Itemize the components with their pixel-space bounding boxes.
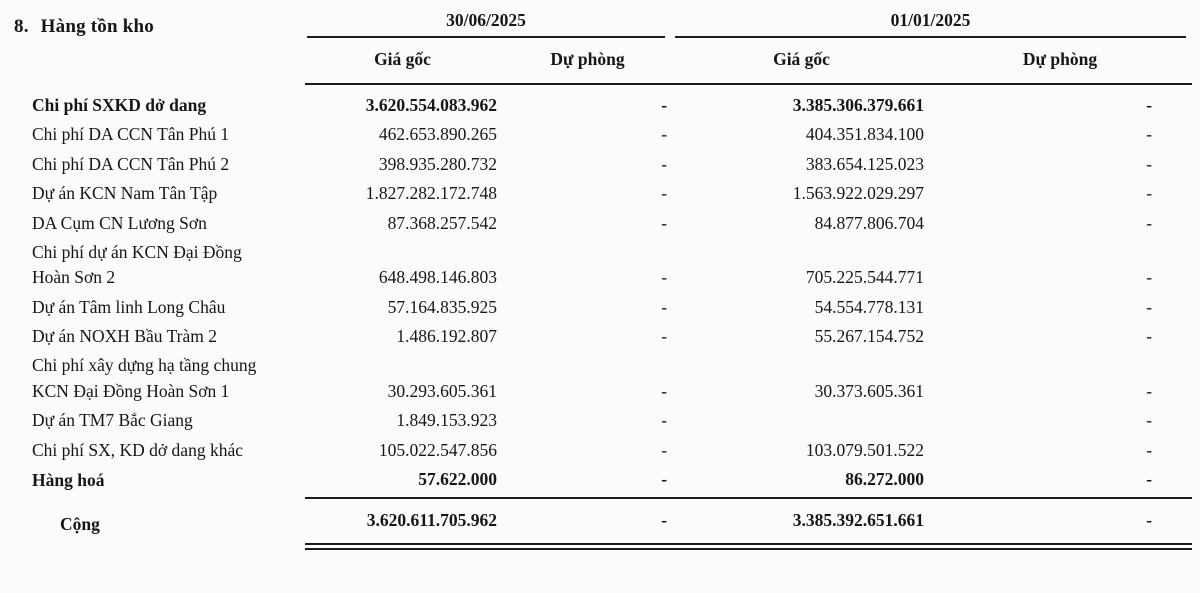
cost-current-value: 57.622.000 [305, 465, 500, 498]
column-header-cost-current: Giá gốc [305, 38, 500, 84]
cost-opening-value: 404.351.834.100 [805, 124, 925, 145]
cost-current-value: 105.022.547.856 [378, 439, 497, 460]
table-row [0, 179, 1192, 208]
provision-current-value: - [661, 439, 668, 460]
provision-opening-value: - [1146, 267, 1153, 288]
provision-opening-value: - [1146, 439, 1153, 460]
cost-current-value: 1.827.282.172.748 [365, 183, 497, 204]
cost-current-value: 30.293.605.361 [387, 380, 497, 401]
cost-current-value: 3.620.554.083.962 [365, 95, 497, 115]
provision-current-value: - [661, 296, 668, 317]
cost-current-value: 1.486.192.807 [396, 326, 497, 346]
provision-opening-value: - [1146, 124, 1153, 145]
provision-current-value: - [661, 183, 668, 204]
provision-opening-value: - [928, 465, 1192, 498]
total-provision-current: - [500, 498, 675, 546]
cost-current-value: 87.368.257.542 [387, 212, 497, 233]
table-row [0, 351, 1192, 406]
provision-opening-value: - [1146, 410, 1153, 431]
provision-opening-value: - [1146, 95, 1153, 115]
total-label: Cộng [60, 513, 100, 534]
total-provision-opening: - [928, 498, 1192, 546]
table-row [0, 436, 1192, 465]
cost-opening-value: 55.267.154.752 [814, 326, 925, 346]
row-label: Chi phí DA CCN Tân Phú 2 [32, 153, 230, 174]
table-row [0, 150, 1192, 179]
cost-current-value: 648.498.146.803 [378, 267, 497, 288]
table-row-goods [0, 465, 1192, 498]
provision-opening-value: - [1146, 380, 1153, 401]
cost-opening-value: 705.225.544.771 [805, 267, 925, 288]
section-number: 8. [14, 16, 29, 37]
row-label: Dự án Tâm linh Long Châu [32, 296, 226, 317]
total-row [0, 498, 1192, 546]
row-label: Dự án NOXH Bầu Tràm 2 [32, 326, 217, 346]
table-row [0, 84, 1192, 120]
period-header-current: 30/06/2025 [307, 8, 665, 38]
provision-opening-value: - [1146, 212, 1153, 233]
cost-opening-value: 54.554.778.131 [814, 296, 925, 317]
row-label: Chi phí xây dựng hạ tầng chung KCN Đại Đồng Hoàn Sơn 1 [32, 355, 257, 401]
provision-current-value: - [500, 465, 675, 498]
row-label: Chi phí DA CCN Tân Phú 1 [32, 124, 230, 145]
column-header-provision-opening: Dự phòng [928, 38, 1192, 84]
period-header-opening: 01/01/2025 [675, 8, 1186, 38]
row-label: Chi phí SX, KD dở dang khác [32, 439, 243, 460]
period-current-cell [305, 4, 675, 38]
cost-opening-value: 84.877.806.704 [814, 212, 925, 233]
total-cost-current: 3.620.611.705.962 [305, 498, 500, 546]
row-label: Chi phí dự án KCN Đại Đồng Hoàn Sơn 2 [32, 241, 242, 288]
total-cost-opening: 3.385.392.651.661 [675, 498, 928, 546]
row-label: Dự án TM7 Bắc Giang [32, 410, 193, 431]
period-opening-cell [675, 4, 1192, 38]
spacer-cell [0, 4, 305, 38]
provision-current-value: - [661, 124, 668, 145]
row-label: Dự án KCN Nam Tân Tập [32, 183, 218, 204]
table-row [0, 293, 1192, 322]
cost-current-value: 57.164.835.925 [387, 296, 497, 317]
cost-current-value: 462.653.890.265 [378, 124, 497, 145]
column-header-row [0, 38, 1192, 84]
column-header-cost-opening: Giá gốc [675, 38, 928, 84]
table-row [0, 238, 1192, 293]
provision-current-value: - [661, 267, 668, 288]
provision-opening-value: - [1146, 326, 1153, 346]
cost-opening-value: 1.563.922.029.297 [792, 183, 925, 204]
cost-opening-value: 86.272.000 [675, 465, 928, 498]
inventory-table [0, 4, 1192, 550]
row-label: Hàng hoá [32, 469, 105, 490]
provision-opening-value: - [1146, 183, 1153, 204]
provision-current-value: - [661, 95, 668, 115]
cost-current-value: 398.935.280.732 [378, 153, 497, 174]
table-row [0, 209, 1192, 238]
table-row [0, 120, 1192, 149]
provision-opening-value: - [1146, 296, 1153, 317]
provision-current-value: - [661, 212, 668, 233]
spacer-cell [0, 38, 305, 84]
table-row [0, 406, 1192, 435]
row-label: Chi phí SXKD dở dang [32, 95, 207, 115]
section-title-text: Hàng tồn kho [40, 16, 154, 37]
provision-current-value: - [661, 326, 668, 346]
cost-opening-value: 3.385.306.379.661 [792, 95, 925, 115]
provision-current-value: - [661, 153, 668, 174]
table-row [0, 322, 1192, 351]
provision-current-value: - [661, 380, 668, 401]
provision-current-value: - [661, 410, 668, 431]
provision-opening-value: - [1146, 153, 1153, 174]
cost-current-value: 1.849.153.923 [396, 410, 497, 431]
row-label: DA Cụm CN Lương Sơn [32, 212, 207, 233]
cost-opening-value: 103.079.501.522 [805, 439, 925, 460]
period-header-row [0, 4, 1192, 38]
cost-opening-value: 30.373.605.361 [814, 380, 925, 401]
cost-opening-value [675, 406, 928, 435]
column-header-provision-current: Dự phòng [500, 38, 675, 84]
cost-opening-value: 383.654.125.023 [805, 153, 925, 174]
